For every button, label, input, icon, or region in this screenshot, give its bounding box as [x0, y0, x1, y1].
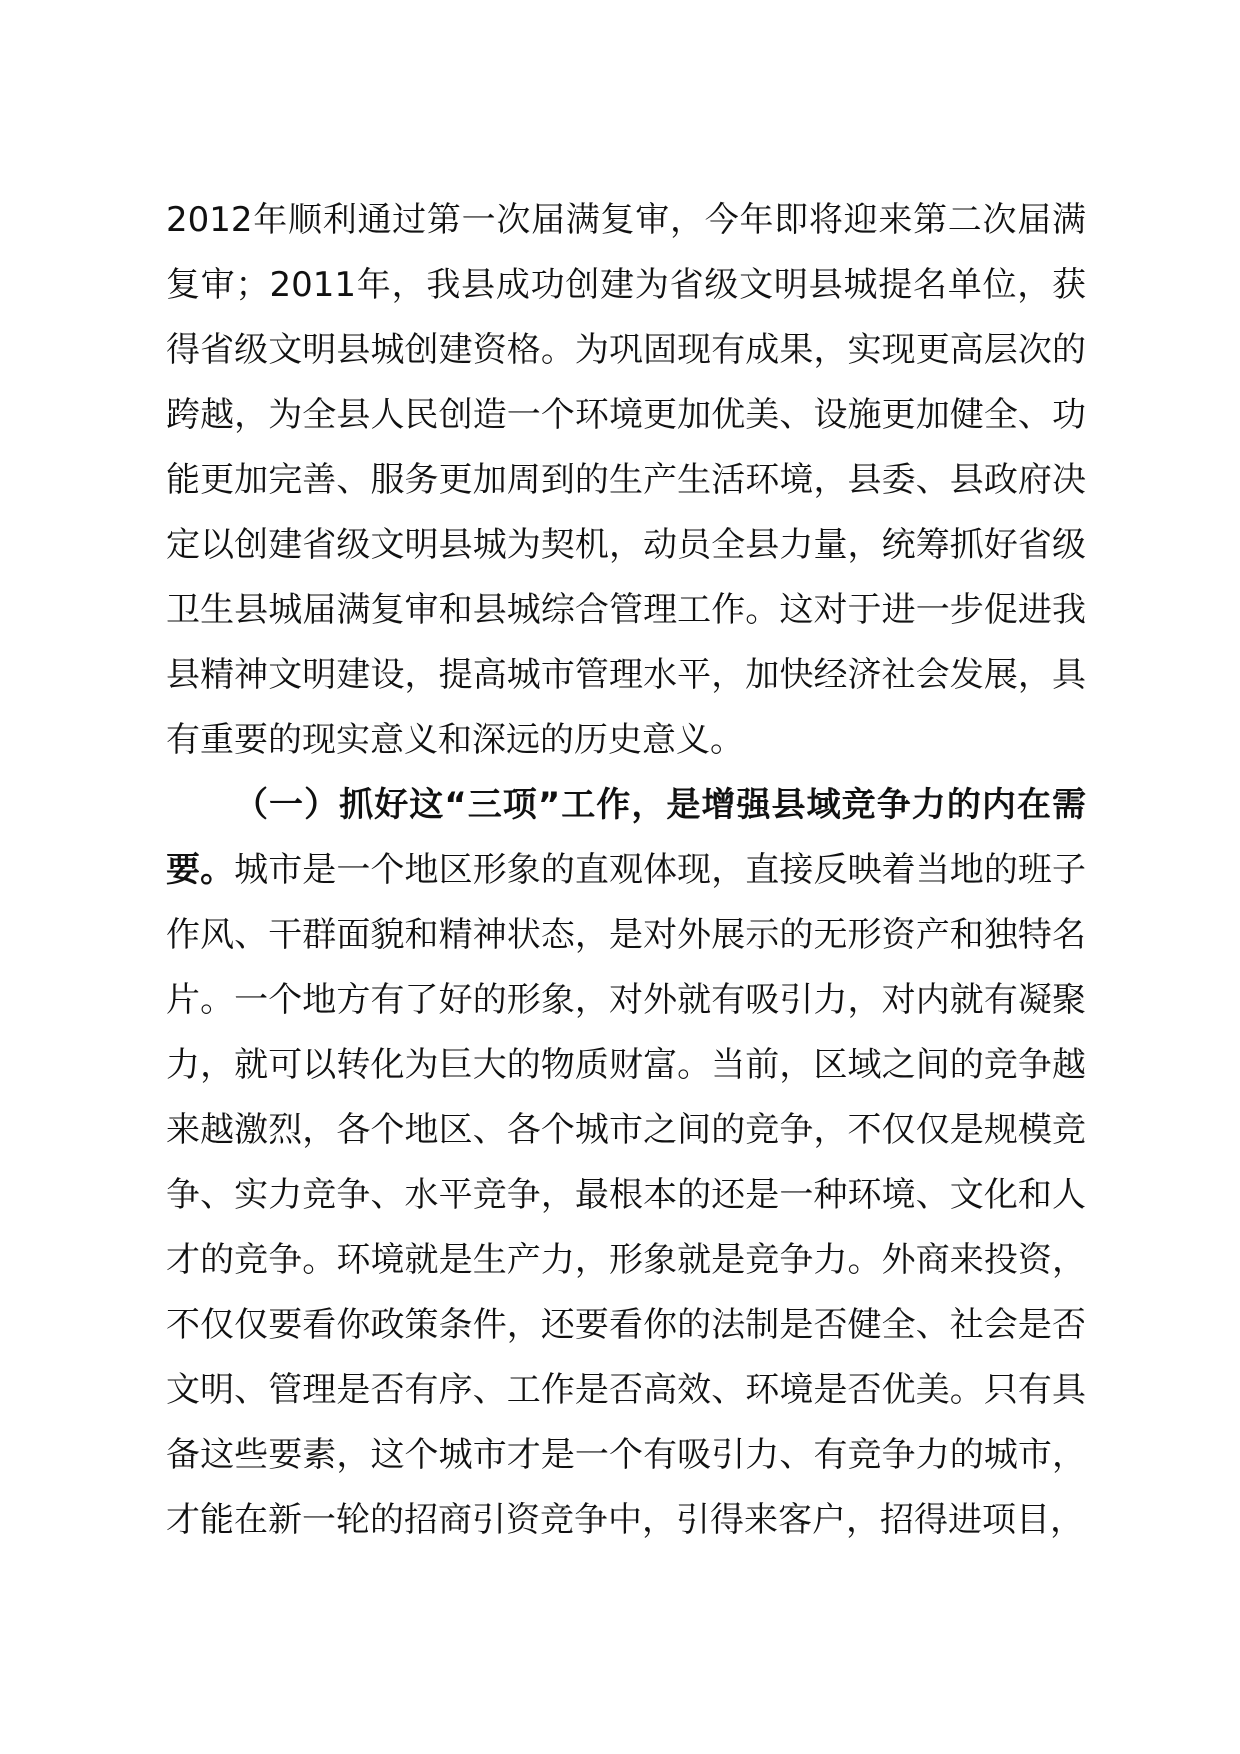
paragraph-2-text: 城市是一个地区形象的直观体现，直接反映着当地的班子作风、干群面貌和精神状态，是对外展示的无形资产和独特名片。一个地方有了好的形象，对外就有吸引力，对内就有凝聚力，就可以转化为巨大的物质财富。当前，区域之间的竞争越来越激烈，各个地区、各个城市之间的竞争，不仅仅是规模竞争、实力竞争、水平竞争，最根本的还是一种环境、文化和人才的竞争。环境就是生产力，形象就是竞争力。外商来投资，不仅仅要看你政策条件，还要看你的法制是否健全、社会是否文明、管理是否有序、工作是否高效、环境是否优美。只有具备这些要素，这个城市才是一个有吸引力、有竞争力的城市，才能在新一轮的招商引资竞争中，引得来客户，招得进项目， — [166, 850, 1087, 1540]
document-body — [166, 188, 1086, 1553]
paragraph-1-text: 2012年顺利通过第一次届满复审，今年即将迎来第二次届满复审；2011年，我县成功创建为省级文明县城提名单位，获得省级文明县城创建资格。为巩固现有成果，实现更高层次的跨越，为全县人民创造一个环境更加优美、设施更加健全、功能更加完善、服务更加周到的生产生活环境，县委、县政府决定以创建省级文明县城为契机，动员全县力量，统筹抓好省级卫生县城届满复审和县城综合管理工作。这对于进一步促进我县精神文明建设，提高城市管理水平，加快经济社会发展，具有重要的现实意义和深远的历史意义。 — [166, 200, 1086, 760]
paragraph-1 — [166, 188, 1086, 773]
paragraph-2 — [166, 773, 1086, 1553]
section-heading-1: （一）抓好这“三项”工作，是增强县域竞争力的内在需要。 — [166, 785, 1086, 890]
